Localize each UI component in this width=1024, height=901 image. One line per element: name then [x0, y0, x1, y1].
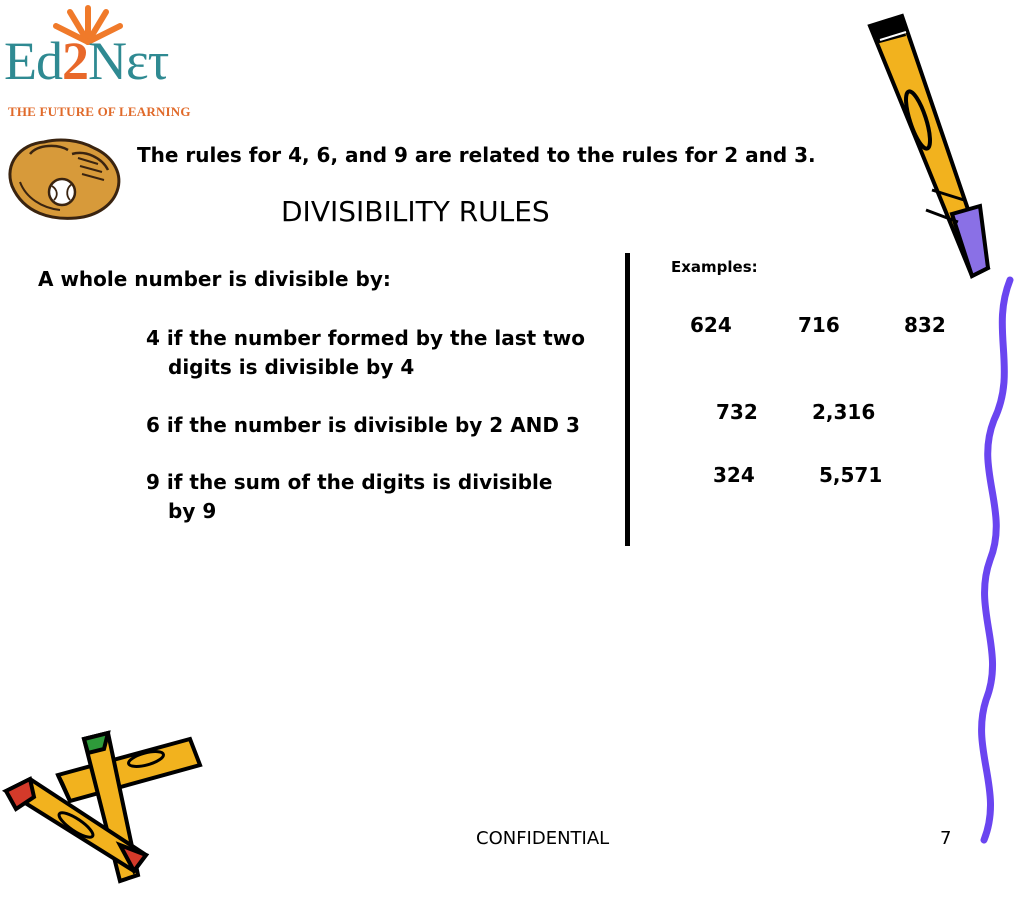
rule-6-line1: 6 if the number is divisible by 2 AND 3 [146, 413, 580, 437]
rule-9-line2: by 9 [168, 499, 217, 523]
pencil-icon [862, 10, 992, 282]
rule-6 [146, 411, 621, 440]
example-value: 832 [904, 313, 946, 337]
page-number: 7 [940, 828, 952, 849]
rule-4-line2: digits is divisible by 4 [168, 355, 415, 379]
example-value: 324 [713, 463, 755, 487]
examples-label: Examples: [671, 258, 758, 276]
logo-wordmark: Ed2Nετ [4, 31, 169, 91]
rule-4-line1: 4 if the number formed by the last two [146, 326, 585, 350]
rule-4 [146, 324, 621, 382]
baseball-glove-icon [2, 134, 124, 222]
crossed-pencils-icon [0, 725, 210, 895]
rule-9-line1: 9 if the sum of the digits is divisible [146, 470, 553, 494]
example-value: 2,316 [812, 400, 876, 424]
example-value: 624 [690, 313, 732, 337]
vertical-divider [625, 253, 630, 546]
example-value: 5,571 [819, 463, 883, 487]
page-title: DIVISIBILITY RULES [281, 195, 550, 228]
intro-text: The rules for 4, 6, and 9 are related to the rules for 2 and 3. [137, 143, 816, 167]
logo-tagline: THE FUTURE OF LEARNING [8, 104, 191, 119]
footer-confidential: CONFIDENTIAL [476, 828, 610, 849]
example-value: 716 [798, 313, 840, 337]
example-value: 732 [716, 400, 758, 424]
wavy-border-line [960, 270, 1024, 870]
rule-9 [146, 468, 621, 526]
ed2net-logo [0, 0, 220, 125]
lead-text: A whole number is divisible by: [38, 267, 391, 291]
